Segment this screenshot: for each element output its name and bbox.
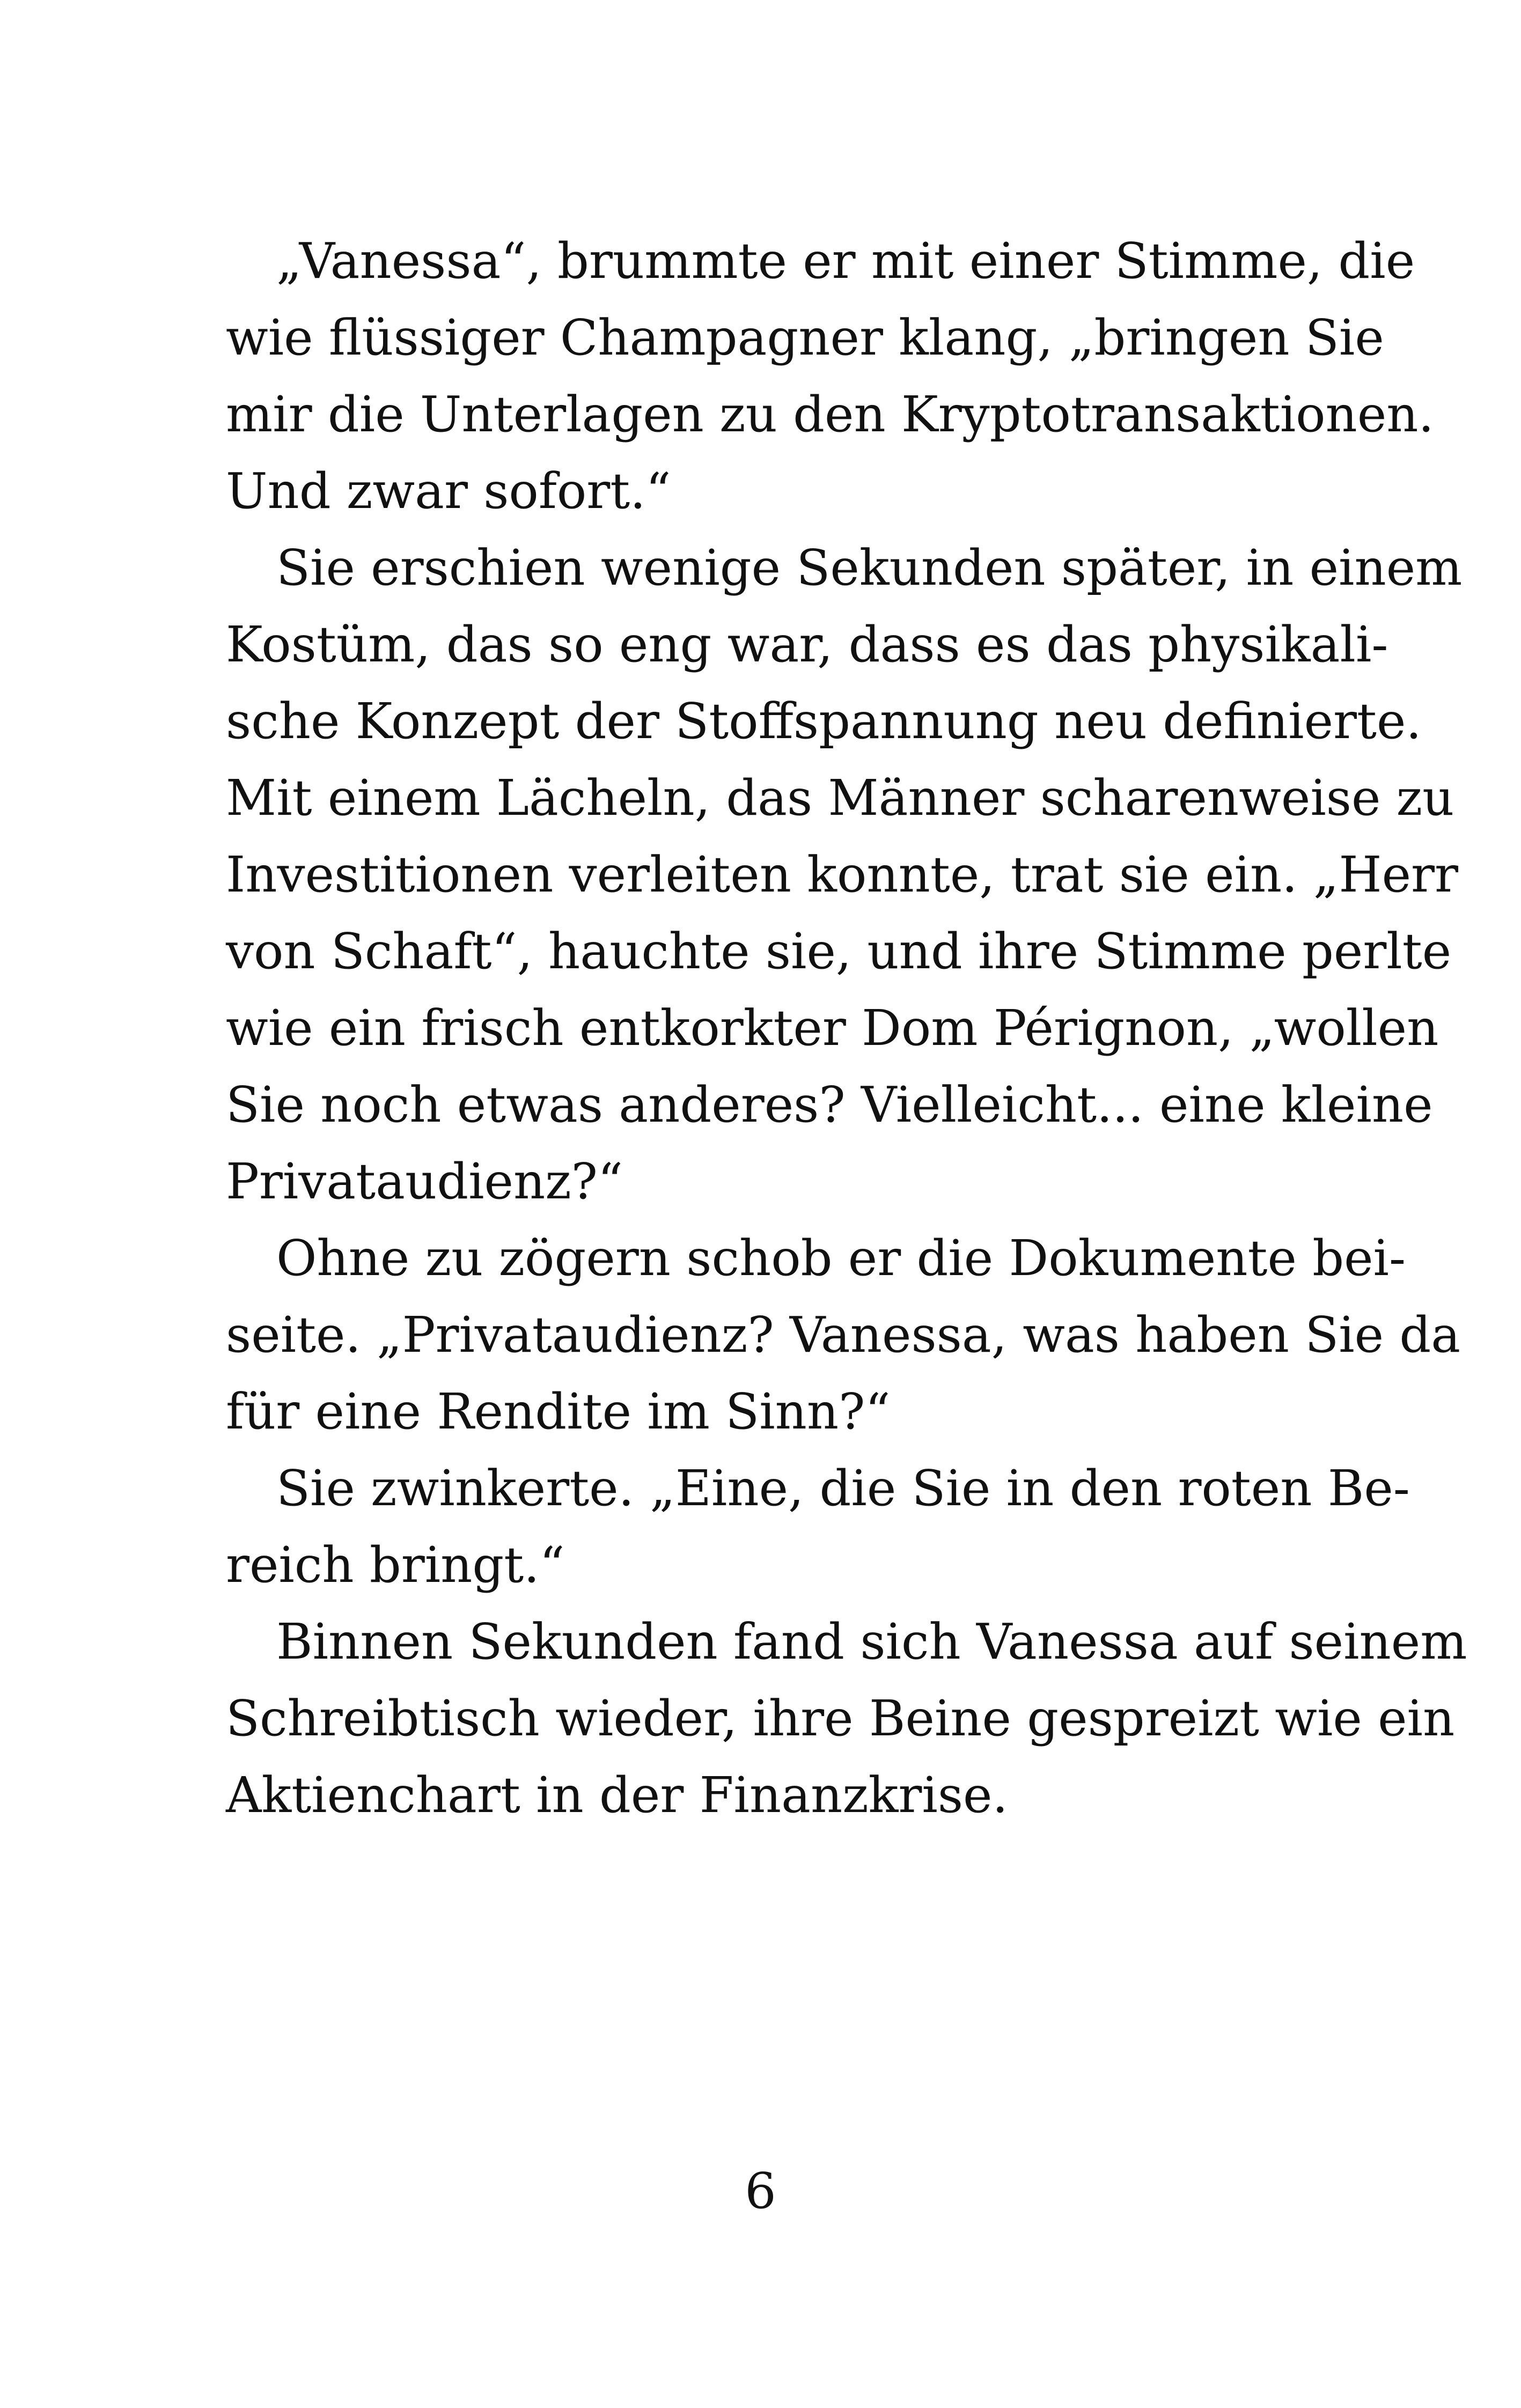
text-line: seite. „Privataudienz? Vanessa, was haben Sie da [226, 1306, 1461, 1364]
text-line: Sie erschien wenige Sekunden später, in einem [276, 539, 1463, 597]
text-line: Privataudienz?“ [226, 1153, 623, 1210]
text-line: reich bringt.“ [226, 1536, 565, 1594]
text-line: mir die Unterlagen zu den Kryptotransaktionen. [226, 386, 1434, 443]
text-line: wie flüssiger Champagner klang, „bringen Sie [226, 309, 1384, 366]
text-line: Kostüm, das so eng war, dass es das physikali- [226, 616, 1388, 673]
text-line: Mit einem Lächeln, das Männer scharenweise zu [226, 769, 1454, 827]
body-text [226, 223, 1467, 1833]
paragraph [226, 1603, 1467, 1833]
text-line: sche Konzept der Stoffspannung neu definierte. [226, 693, 1422, 750]
text-line: Und zwar sofort.“ [226, 462, 671, 520]
text-line: „Vanessa“, brummte er mit einer Stimme, die [276, 232, 1415, 290]
text-line: Binnen Sekunden fand sich Vanessa auf seinem [276, 1613, 1467, 1670]
paragraph [226, 1450, 1410, 1603]
page-number: 6 [745, 2162, 776, 2220]
text-line: für eine Rendite im Sinn?“ [226, 1383, 891, 1440]
paragraph [226, 1220, 1461, 1450]
text-line: Sie noch etwas anderes? Vielleicht... eine kleine [226, 1076, 1433, 1133]
text-line: Aktienchart in der Finanzkrise. [226, 1766, 1008, 1824]
text-line: von Schaft“, hauchte sie, und ihre Stimme perlte [226, 923, 1452, 980]
text-line: wie ein frisch entkorkter Dom Pérignon, „wollen [226, 999, 1439, 1057]
paragraph [226, 223, 1434, 529]
text-line: Schreibtisch wieder, ihre Beine gespreizt wie ein [226, 1690, 1455, 1747]
text-line: Sie zwinkerte. „Eine, die Sie in den roten Be- [276, 1460, 1410, 1517]
text-line: Investitionen verleiten konnte, trat sie ein. „Herr [226, 846, 1458, 903]
text-line: Ohne zu zögern schob er die Dokumente bei- [276, 1229, 1406, 1287]
paragraph [226, 529, 1463, 1220]
